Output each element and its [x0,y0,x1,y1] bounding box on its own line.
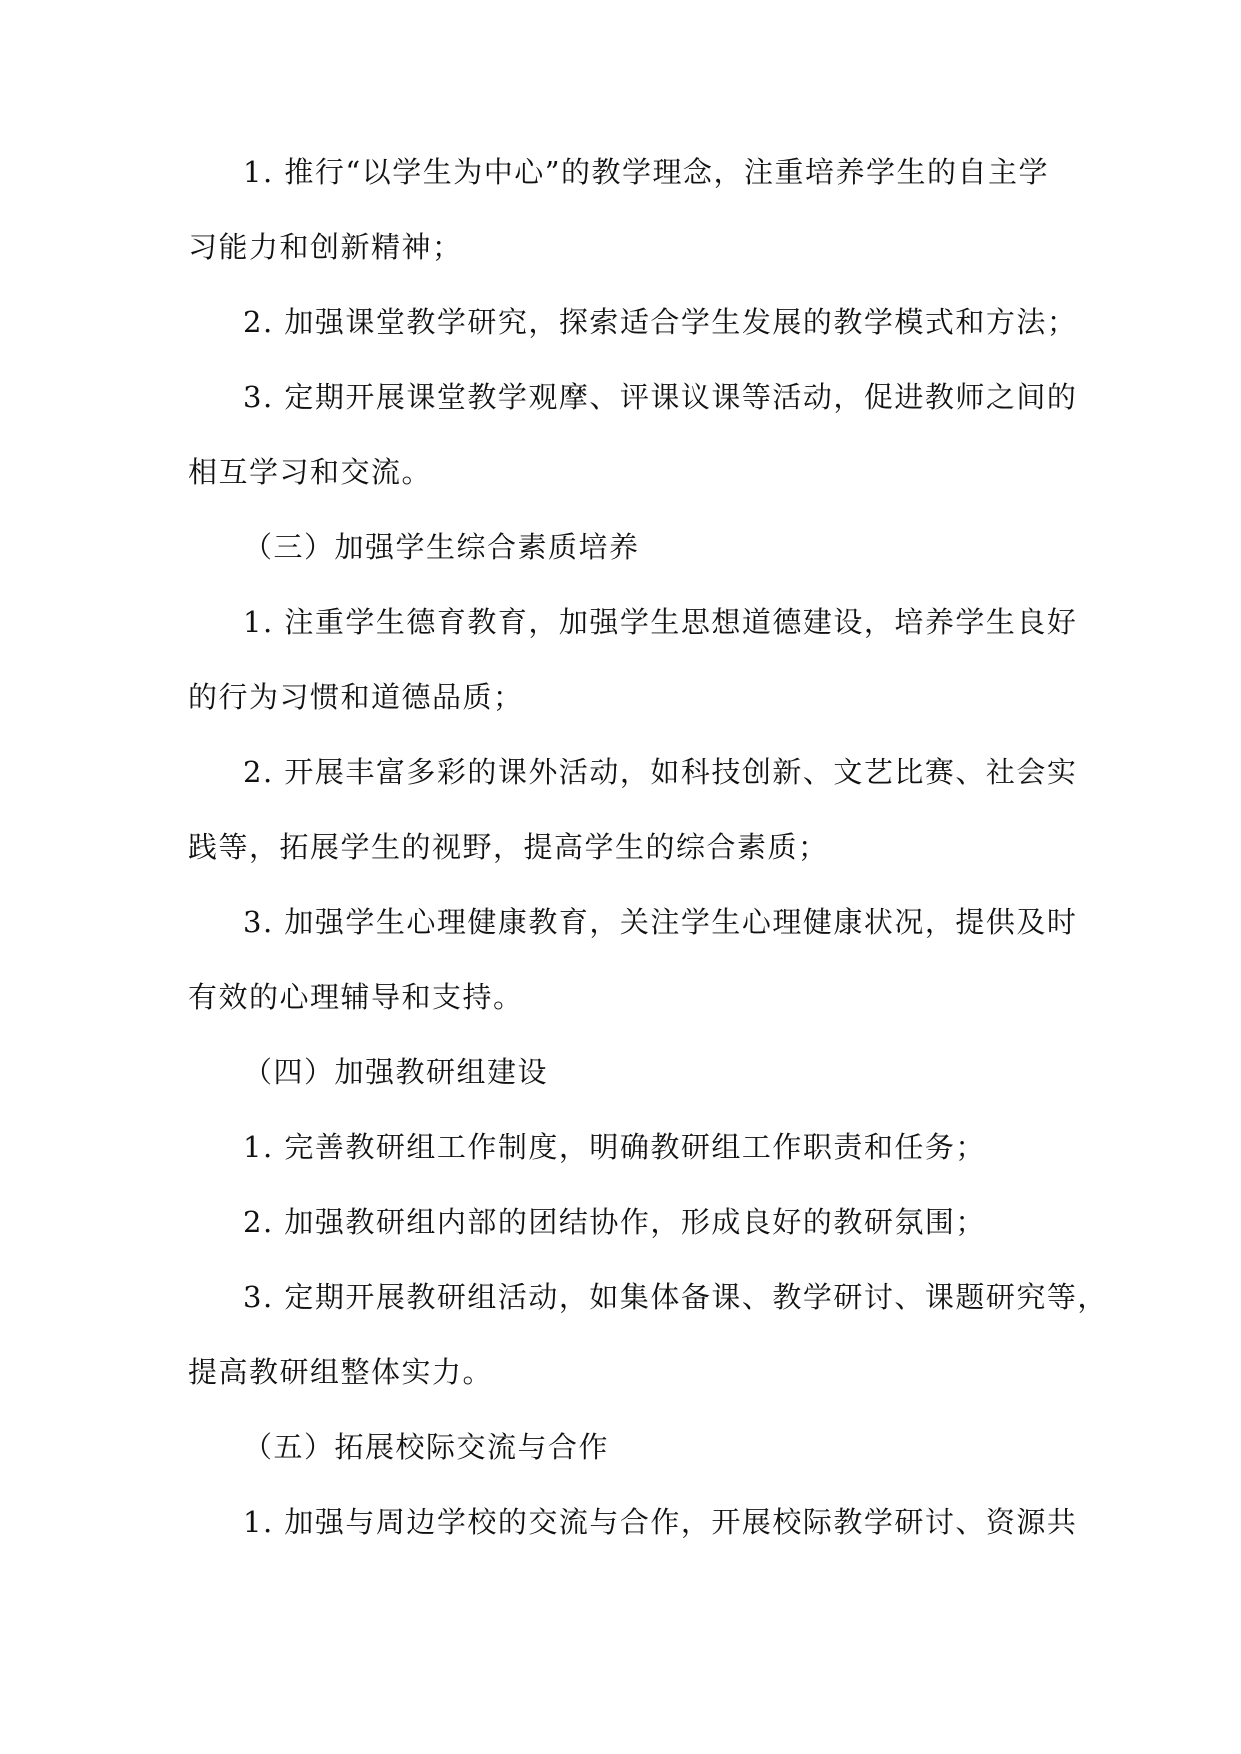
paragraph-line: 3. 定期开展课堂教学观摩、评课议课等活动，促进教师之间的 [243,380,1078,414]
paragraph-line: 提高教研组整体实力。 [188,1355,494,1389]
paragraph-line: 2. 开展丰富多彩的课外活动，如科技创新、文艺比赛、社会实 [243,755,1078,789]
paragraph-line: 习能力和创新精神； [188,230,463,264]
paragraph-line: 1. 完善教研组工作制度，明确教研组工作职责和任务； [243,1130,986,1164]
paragraph-line: 践等，拓展学生的视野，提高学生的综合素质； [188,830,829,864]
paragraph-line: 1. 加强与周边学校的交流与合作，开展校际教学研讨、资源共 [243,1505,1078,1539]
paragraph-line: 1. 推行“以学生为中心”的教学理念，注重培养学生的自主学 [243,155,1050,189]
paragraph-line: 的行为习惯和道德品质； [188,680,524,714]
section-heading: （四）加强教研组建设 [243,1055,549,1089]
section-heading: （五）拓展校际交流与合作 [243,1430,610,1464]
paragraph-line: 1. 注重学生德育教育，加强学生思想道德建设，培养学生良好 [243,605,1078,639]
paragraph-line: 2. 加强课堂教学研究，探索适合学生发展的教学模式和方法； [243,305,1078,339]
paragraph-line: 有效的心理辅导和支持。 [188,980,524,1014]
paragraph-line: 3. 加强学生心理健康教育，关注学生心理健康状况，提供及时 [243,905,1078,939]
paragraph-line: 2. 加强教研组内部的团结协作，形成良好的教研氛围； [243,1205,986,1239]
paragraph-line: 3. 定期开展教研组活动，如集体备课、教学研讨、课题研究等， [243,1280,1108,1314]
paragraph-line: 相互学习和交流。 [188,455,433,489]
section-heading: （三）加强学生综合素质培养 [243,530,640,564]
